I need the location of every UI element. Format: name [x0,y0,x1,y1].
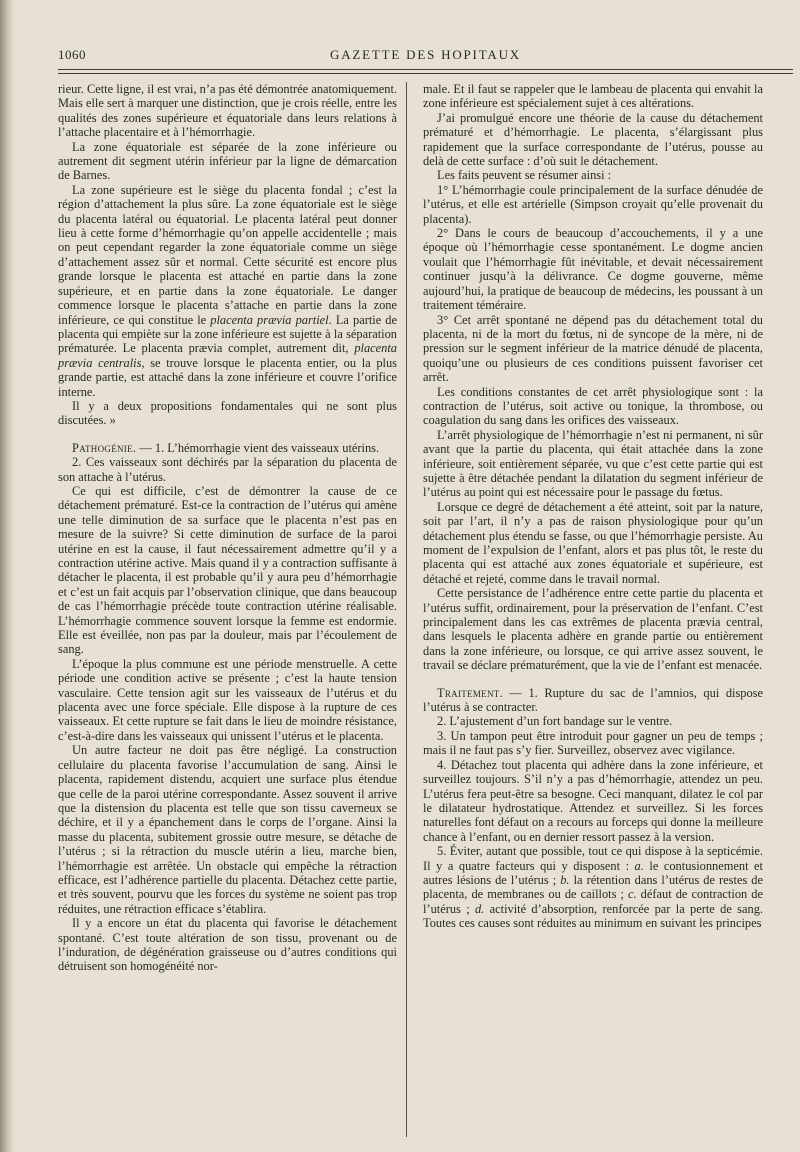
paragraph: Cette persistance de l’adhérence entre cette partie du placenta et l’utérus suffit, ordinairement, pour la préservation de l’enfant. C’est principalement dans les cas extrêmes de placenta prævia central, dans lesquels le placenta adhère en grande partie ou entièrement dans la zone inférieure, ou lorsque, ce qui arrive assez souvent, le travail se déclare prématurément, que la vie de l’enfant est menacée. [423,586,763,673]
paragraph: 2. Ces vaisseaux sont déchirés par la séparation du placenta de son attache à l’utérus. [58,455,397,484]
section-traitement: Traitement. — 1. Rupture du sac de l’amnios, qui dispose l’utérus à se contracter. [423,685,763,715]
paragraph: male. Et il faut se rappeler que le lambeau de placenta qui envahit la zone inférieure est spécialement sujet à ces altérations. [423,82,763,111]
running-title: GAZETTE DES HOPITAUX [330,47,521,62]
header-rule-bottom [58,73,793,74]
page-number: 1060 [58,47,86,62]
paragraph: rieur. Cette ligne, il est vrai, n’a pas été démontrée anatomiquement. Mais elle sert à marquer une distinction, que je crois réelle, entre les qualités des zones supérieure et équatoriale dans leurs relations à l’attache placentaire et à l’hémorrhagie. [58,82,397,140]
paragraph: J’ai promulgué encore une théorie de la cause du détachement prématuré et d’hémorrhagie. Le placenta, s’élargissant plus rapidement que la surface correspondante de l’utérus, pousse au delà de cette surface : d’où suit le détachement. [423,110,763,169]
paragraph: Ce qui est difficile, c’est de démontrer la cause de ce détachement prématuré. Est-ce la contraction de l’utérus qui amène une telle diminution de sa surface que le placenta n’est pas en mesure de la suivre? Si cette diminution de surface de la paroi utérine en est la cause, il faut nécessairement admettre qu’il y a contraction utérine active. Mais quand il y a contraction suffisante à détacher le placenta, il est probable qu’il y aura peu d’hémorrhagie et c’est un fait acquis par l’observation clinique, que dans beaucoup de cas l’hémorrhagie précède toute contraction utérine réalisable. L’hémorrhagie commence souvent lorsque la femme est endormie. Elle est éveillée, non pas par la douleur, mais par l’écoulement de sang. [58,483,397,657]
paragraph: 1° L’hémorrhagie coule principalement de la surface dénudée de l’utérus, et elle est artérielle (Simpson croyait qu’elle provenait du placenta). [423,182,763,226]
paragraph: L’époque la plus commune est une période menstruelle. A cette période une condition active se présente ; c’est la haute tension vasculaire. Cette tension agit sur les vaisseaux de l’utérus et du placenta avec une force spéciale. Elle dispose à la rupture de ces vaisseaux. Et cette rupture se fait dans le lieu de moindre résistance, c’est-à-dire dans les vaisseaux qui unissent l’utérus et le placenta. [58,656,397,743]
left-column [58,82,397,974]
paragraph: L’arrêt physiologique de l’hémorrhagie n’est ni permanent, ni sûr avant que la partie du placenta, qui était attachée dans la zone inférieure, soit entièrement séparée, vu que c’est cette partie qui est sujette à être détachée pendant la dilatation du segment inférieur de l’utérus au point qui est nécessaire pour le passage du fœtus. [423,427,763,500]
column-divider [406,82,407,1137]
section-pathogenie: Pathogénie. — 1. L’hémorrhagie vient des vaisseaux utérins. [72,440,380,455]
page-header [58,45,793,65]
paragraph: La zone supérieure est le siège du placenta fondal ; c’est la région d’attachement la plus sûre. La zone équatoriale est le siège du placenta latéral ou équatorial. Le placenta latéral peut donner lieu à cette forme d’hémorrhagie qu’on appelle accidentelle ; mais on peut cependant regarder la zone équatoriale comme un siège d’attachement assez sûr et normal. Cette sécurité est encore plus grande lorsque le placenta est attaché en partie dans la zone supérieure, et en partie dans la zone équatoriale. Le danger commence lorsque le placenta s’attache en partie dans la zone inférieure, ce qui constitue le placenta prævia partiel. La partie de placenta qui empiète sur la zone inférieure est sujette à la séparation prématurée. Le placenta prævia complet, autrement dit, placenta prævia centralis, se trouve lorsque le placenta entier, ou la plus grande partie, est attaché dans la zone inférieure et couvre l’orifice interne. [58,182,397,399]
paragraph: Lorsque ce degré de détachement a été atteint, soit par la nature, soit par l’art, il n’y a pas de raison physiologique pour qu’un détachement plus étendu se fasse, ou que l’hémorrhagie persiste. Au moment de l’expulsion de l’enfant, alors et pas plus tôt, le reste du placenta qui est attaché aux zones équatoriale et supérieure, est détaché et rejeté, comme dans le travail normal. [423,499,763,586]
paragraph: 4. Détachez tout placenta qui adhère dans la zone inférieure, et surveillez toujours. S’il n’y a pas d’hémorrhagie, attendez un peu. L’utérus fera peut-être sa besogne. Ceci manquant, dilatez le col par le dilatateur hydrostatique. Attendez et surveillez. Si les forces naturelles font défaut on a recours au forceps qui donne la meilleure chance à l’enfant, ou en dernier ressort passez à la version. [423,757,763,844]
page-binding-shadow [0,0,14,1152]
paragraph: 3° Cet arrêt spontané ne dépend pas du détachement total du placenta, ni de la mort du fœtus, ni de syncope de la mère, ni de pression sur le segment inférieur de la matrice dénudé de placenta, quoiqu’une ou plusieurs de ces conditions puissent favoriser cet arrêt. [423,312,763,385]
paragraph: Il y a deux propositions fondamentales qui ne sont plus discutées. » [58,398,397,428]
italic-term: placenta prævia centralis [58,341,397,370]
section-label: Pathogénie. [72,440,137,455]
right-column [423,82,763,931]
paragraph: Les faits peuvent se résumer ainsi : [437,168,612,183]
italic-term: placenta prævia partiel [210,312,329,327]
paragraph: 2° Dans le cours de beaucoup d’accouchements, il y a une époque où l’hémorrhagie cesse spontanément. Le dogme ancien voulait que l’hémorrhagie fût inévitable, et devait nécessairement continuer jusqu’à la délivrance. Ce dogme gouverne, même aujourd’hui, la pratique de beaucoup de médecins, les poussant à un traitement téméraire. [423,226,763,313]
paragraph: 3. Un tampon peut être introduit pour gagner un peu de temps ; mais il ne faut pas s’y fier. Surveillez, observez avec vigilance. [423,728,763,758]
paragraph: Un autre facteur ne doit pas être négligé. La construction cellulaire du placenta favorise l’accumulation de sang. Ainsi le placenta, rapidement distendu, acquiert une surface plus étendue que celle de la paroi utérine correspondante. Assez souvent il arrive que la distension du placenta est telle que son tissu caverneux se déchire, et il y a épanchement dans le corps de l’organe. Ainsi la masse du placenta, subitement grossie outre mesure, se détache de l’utérus ; si la rétraction du muscle utérin a lieu, marche bien, l’hémorrhagie est arrêtée. Un obstacle qui empêche la rétraction efficace, est l’adhérence partielle du placenta. Détachez cette partie, et très souvent, pourvu que les forces du système ne soient pas trop réduites, une rétraction efficace s’établira. [58,743,397,916]
header-rule-top [58,69,793,70]
paragraph: Les conditions constantes de cet arrêt physiologique sont : la contraction de l’utérus, soit active ou tonique, la thrombose, ou coagulation du sang dans les orifices des vaisseaux. [423,384,763,428]
section-label: Traitement. [437,685,503,700]
paragraph: Il y a encore un état du placenta qui favorise le détachement spontané. C’est toute altération de son tissu, provenant ou de l’induration, de dégénération graisseuse ou d’autres conditions qui détruisent son homogénéité nor- [58,916,397,974]
paragraph: 2. L’ajustement d’un fort bandage sur le ventre. [437,714,673,729]
paragraph: La zone équatoriale est séparée de la zone inférieure ou autrement dit segment utérin inférieur par la ligne de démarcation de Barnes. [58,139,397,183]
paragraph: 5. Éviter, autant que possible, tout ce qui dispose à la septicémie. Il y a quatre facteurs qui y disposent : a. le contusionnement et autres lésions de l’utérus ; b. la rétention dans l’utérus de restes de placenta, de membranes ou de caillots ; c. défaut de contraction de l’utérus ; d. activité d’absorption, renforcée par la perte de sang. Toutes ces causes sont réduites au minimum en suivant les principes [423,844,764,931]
